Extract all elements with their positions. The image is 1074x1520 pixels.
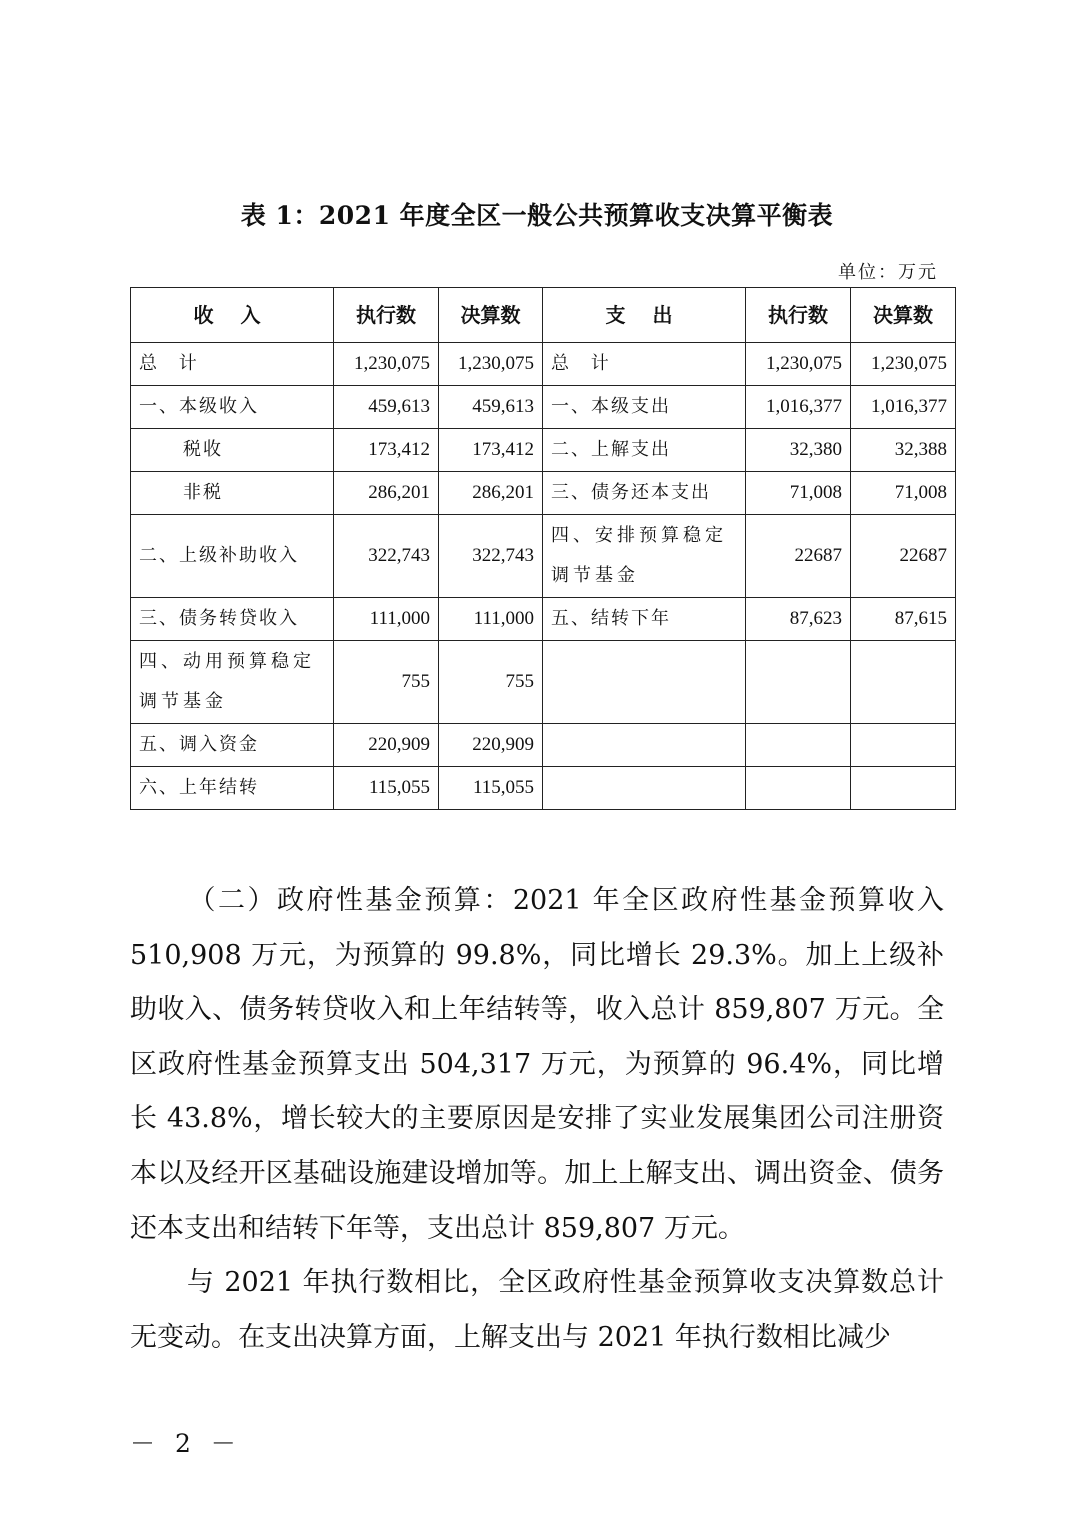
expense-executed: 1,016,377 (746, 386, 851, 429)
income-item: 四、动用预算稳定调节基金 (131, 641, 334, 724)
income-executed: 1,230,075 (334, 343, 439, 386)
income-final: 322,743 (439, 515, 543, 598)
expense-executed: 22687 (746, 515, 851, 598)
table-row (131, 343, 956, 386)
table-row (131, 767, 956, 810)
income-final: 286,201 (439, 472, 543, 515)
income-item: 总 计 (131, 343, 334, 386)
expense-item (543, 641, 746, 724)
income-item: 五、调入资金 (131, 724, 334, 767)
expense-item: 三、债务还本支出 (543, 472, 746, 515)
expense-executed (746, 724, 851, 767)
table-row (131, 472, 956, 515)
income-executed: 755 (334, 641, 439, 724)
table-row (131, 641, 956, 724)
paragraph-text: （二）政府性基金预算：2021 年全区政府性基金预算收入 510,908 万元，为预算的 99.8%，同比增长 29.3%。加上上级补助收入、债务转贷收入和上年结转等，收入总计 859,807 万元。全区政府性基金预算支出 504,317 万元，为预算的 96.4%，同比增长 43.8%，增长较大的主要原因是安排了实业发展集团公司注册资本以及经开区基础设施建设增加等。加上上解支出、调出资金、债务还本支出和结转下年等，支出总计 859,807 万元。 (130, 885, 944, 1244)
header-expense-final: 决算数 (851, 288, 956, 343)
income-final: 220,909 (439, 724, 543, 767)
expense-final: 32,388 (851, 429, 956, 472)
paragraph-fund-budget (130, 874, 944, 1256)
income-item: 一、本级收入 (131, 386, 334, 429)
table-row (131, 429, 956, 472)
table-row (131, 724, 956, 767)
expense-executed: 32,380 (746, 429, 851, 472)
expense-executed: 1,230,075 (746, 343, 851, 386)
expense-final: 1,230,075 (851, 343, 956, 386)
header-expense-executed: 执行数 (746, 288, 851, 343)
expense-item: 二、上解支出 (543, 429, 746, 472)
table-row (131, 598, 956, 641)
table-row (131, 515, 956, 598)
budget-balance-table (130, 287, 956, 810)
expense-item: 总 计 (543, 343, 746, 386)
income-executed: 220,909 (334, 724, 439, 767)
income-item: 税收 (131, 429, 334, 472)
expense-final (851, 724, 956, 767)
income-executed: 115,055 (334, 767, 439, 810)
expense-item (543, 724, 746, 767)
header-income-final: 决算数 (439, 288, 543, 343)
income-final: 111,000 (439, 598, 543, 641)
income-final: 755 (439, 641, 543, 724)
table-row (131, 386, 956, 429)
expense-final: 22687 (851, 515, 956, 598)
expense-final (851, 641, 956, 724)
expense-executed (746, 641, 851, 724)
table-header-row (131, 288, 956, 343)
income-item: 二、上级补助收入 (131, 515, 334, 598)
expense-final: 71,008 (851, 472, 956, 515)
expense-item: 四、安排预算稳定调节基金 (543, 515, 746, 598)
expense-item: 一、本级支出 (543, 386, 746, 429)
income-final: 115,055 (439, 767, 543, 810)
income-executed: 111,000 (334, 598, 439, 641)
paragraph-text: 与 2021 年执行数相比，全区政府性基金预算收支决算数总计无变动。在支出决算方面，上解支出与 2021 年执行数相比减少 (130, 1267, 944, 1353)
paragraph-comparison (130, 1256, 944, 1365)
header-income: 收 入 (131, 288, 334, 343)
income-item: 六、上年结转 (131, 767, 334, 810)
income-item: 三、债务转贷收入 (131, 598, 334, 641)
unit-label: 单位：万元 (838, 262, 938, 283)
expense-final: 1,016,377 (851, 386, 956, 429)
expense-item: 五、结转下年 (543, 598, 746, 641)
expense-executed: 71,008 (746, 472, 851, 515)
income-executed: 173,412 (334, 429, 439, 472)
income-final: 459,613 (439, 386, 543, 429)
page-number: － 2 － (130, 1429, 242, 1458)
expense-item (543, 767, 746, 810)
income-final: 173,412 (439, 429, 543, 472)
expense-final (851, 767, 956, 810)
expense-executed: 87,623 (746, 598, 851, 641)
header-expense: 支 出 (543, 288, 746, 343)
income-executed: 459,613 (334, 386, 439, 429)
income-executed: 322,743 (334, 515, 439, 598)
income-item: 非税 (131, 472, 334, 515)
income-final: 1,230,075 (439, 343, 543, 386)
expense-final: 87,615 (851, 598, 956, 641)
expense-executed (746, 767, 851, 810)
table-title: 表 1：2021 年度全区一般公共预算收支决算平衡表 (240, 201, 834, 230)
income-executed: 286,201 (334, 472, 439, 515)
header-income-executed: 执行数 (334, 288, 439, 343)
